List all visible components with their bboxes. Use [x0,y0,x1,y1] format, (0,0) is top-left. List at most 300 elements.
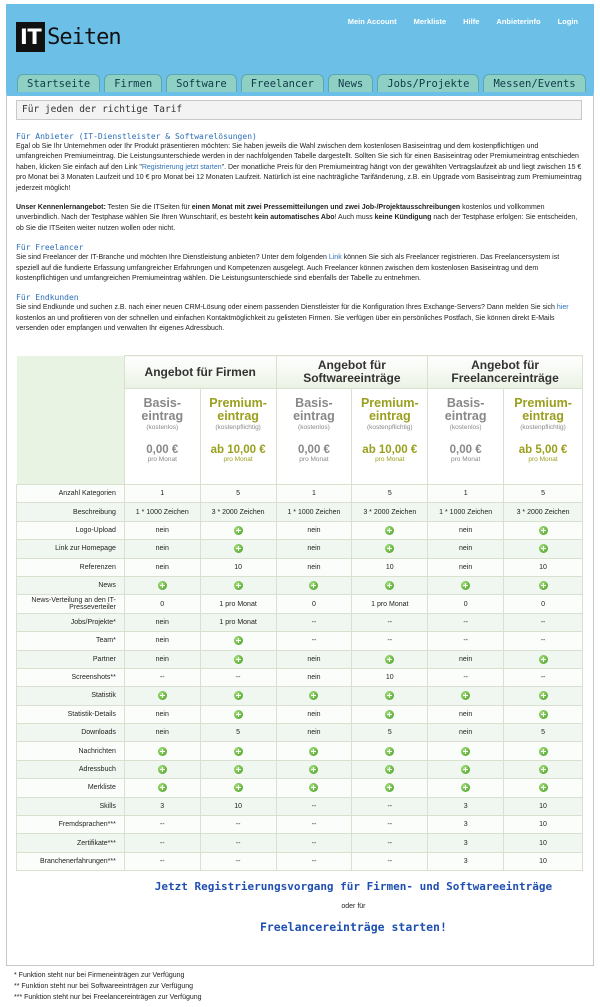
endkunden-text-a: Sie sind Endkunde und suchen z.B. nach einer neuen CRM-Lösung oder einem passenden Dienstleister für die Konfiguration Ihres Exchange-Servers? Dann melden Sie sich [16,304,557,312]
check-icon [309,765,318,774]
plan-price: 0,00 € [146,444,179,456]
table-row [17,632,583,650]
feature-value: 3 [428,852,504,870]
plan-per-month: pro Monat [375,456,405,463]
feature-value: -- [276,632,352,650]
feature-value: 3 * 2000 Zeichen [352,503,428,521]
freelancer-register-link[interactable]: Link [328,254,342,262]
check-icon [234,691,243,700]
feature-value: -- [504,668,583,686]
feature-label: Partner [17,650,125,668]
feature-label: Screenshots** [17,668,125,686]
check-icon [385,581,394,590]
table-row [17,595,583,613]
feature-value: 10 [504,558,583,576]
plan-prem-3 [352,389,428,485]
table-row [17,650,583,668]
anbieter-text-a: Egal ob Sie Ihr Unternehmen oder Ihr Produkt präsentieren möchten: Sie haben jeweils die Wahl zwischen dem kostenlosen Basiseintrag und dem kostenpflichtigen und umfangreichen Premiumeintrag. Die Leistungsunterschiede werden in der nachfolgenden Tabelle dargestellt. Sollten Sie sich für einen Basiseintrag oder Premiumeintrag entschieden haben, klicken Sie einfach auf den Link " [16,143,579,171]
plan-name: Basis- eintrag [141,396,184,423]
feature-value: -- [352,632,428,650]
feature-value: 10 [504,834,583,852]
feature-label: Team* [17,632,125,650]
feature-check [200,742,276,760]
feature-check [200,650,276,668]
feature-value: -- [352,852,428,870]
check-icon [309,783,318,792]
table-row [17,540,583,558]
check-icon [539,710,548,719]
feature-label: Downloads [17,724,125,742]
table-row [17,797,583,815]
endkunden-text-b: kostenlos an und profitieren von der schnellen und einfachen Kontaktmöglichkeit zu gelisteten Firmen. Sie verfügen über ein persönliches Postfach, Sie können direkt E-Mails versenden oder empfangen und verwalten Ihr eigenes Adressbuch. [16,314,555,333]
plan-price: ab 10,00 € [210,444,266,456]
feature-value: -- [124,852,200,870]
feature-label: Beschreibung [17,503,125,521]
logo-it: IT [16,22,45,52]
feature-check [428,742,504,760]
check-icon [385,544,394,553]
feature-value: nein [428,521,504,539]
endkunden-paragraph [16,303,582,334]
check-icon [385,526,394,535]
check-icon [234,544,243,553]
feature-label: Nachrichten [17,742,125,760]
feature-value: -- [352,834,428,852]
nav-login[interactable]: Login [557,17,578,26]
feature-value: 3 [428,797,504,815]
check-icon [385,655,394,664]
plan-price: 0,00 € [449,444,482,456]
group-header-freelancer: Angebot für Freelancereinträge [428,356,583,389]
feature-value: -- [276,816,352,834]
feature-value: -- [352,816,428,834]
table-row [17,687,583,705]
feature-check [200,632,276,650]
plan-per-month: pro Monat [451,456,481,463]
feature-check [504,576,583,594]
feature-check [504,687,583,705]
site-logo[interactable] [16,22,121,52]
table-row [17,742,583,760]
angebot-text-1: Testen Sie die ITSeiten für [105,204,192,212]
feature-value: 5 [200,724,276,742]
feature-value: 0 [124,595,200,613]
feature-label: Branchenerfahrungen*** [17,852,125,870]
feature-value: -- [428,613,504,631]
feature-check [276,576,352,594]
feature-value: 1 * 1000 Zeichen [124,503,200,521]
feature-value: -- [276,834,352,852]
feature-value: 1 pro Monat [200,595,276,613]
check-icon [234,765,243,774]
angebot-paragraph [16,203,582,234]
feature-check [428,687,504,705]
site-header [6,4,594,92]
feature-check [504,650,583,668]
feature-value: nein [276,521,352,539]
check-icon [158,783,167,792]
feature-label: Jobs/Projekte* [17,613,125,631]
feature-check [352,705,428,723]
section-heading-endkunden: Für Endkunden [16,293,79,303]
angebot-text-2: kostenlos und vollkommen unverbindlich. Nach der Testphase wählen Sie Ihren Wunschtarif, es besteht [16,204,545,222]
nav-mein-account[interactable]: Mein Account [347,17,397,26]
check-icon [461,747,470,756]
feature-value: 1 pro Monat [200,613,276,631]
feature-value: nein [276,540,352,558]
plan-name: Basis- eintrag [444,396,487,423]
feature-label: Logo-Upload [17,521,125,539]
table-row [17,576,583,594]
plan-basis-2 [276,389,352,485]
feature-value: -- [200,834,276,852]
feature-value: 1 [276,485,352,503]
feature-check [504,521,583,539]
feature-value: 0 [276,595,352,613]
plan-basis-4 [428,389,504,485]
group-header-software: Angebot für Softwareeinträge [276,356,428,389]
check-icon [461,581,470,590]
plan-per-month: pro Monat [223,456,253,463]
feature-check [352,760,428,778]
table-row [17,760,583,778]
footnote-3: *** Funktion steht nur bei Freelancereinträgen zur Verfügung [14,994,202,1001]
check-icon [234,783,243,792]
feature-check [504,742,583,760]
feature-value: 5 [200,485,276,503]
section-heading-anbieter: Für Anbieter (IT-Dienstleister & Softwarelösungen) [16,132,257,141]
angebot-bold-1: Unser Kennenlernangebot: [16,204,106,212]
feature-value: -- [200,816,276,834]
check-icon [461,691,470,700]
cta-spacer [17,871,125,947]
top-nav [331,17,578,26]
feature-value: -- [200,852,276,870]
anbieter-paragraph [16,142,582,194]
plan-subtitle: (kostenpflichtig) [215,424,261,431]
feature-label: Referenzen [17,558,125,576]
register-firmen-link[interactable]: Jetzt Registrierungsvorgang für Firmen- und Softwareeinträge [154,879,553,893]
feature-check [352,650,428,668]
feature-value: 10 [504,797,583,815]
check-icon [234,747,243,756]
table-row [17,724,583,742]
section-heading-freelancer: Für Freelancer [16,243,84,253]
check-icon [234,710,243,719]
page-title: Für jeden der richtige Tarif [22,104,183,115]
check-icon [385,783,394,792]
check-icon [309,747,318,756]
feature-value: nein [428,558,504,576]
feature-value: 3 * 2000 Zeichen [504,503,583,521]
table-row [17,816,583,834]
feature-value: 5 [504,485,583,503]
feature-check [352,742,428,760]
feature-value: -- [504,613,583,631]
plan-name: Premium- eintrag [514,396,572,423]
feature-check [124,742,200,760]
feature-value: 1 pro Monat [352,595,428,613]
feature-value: -- [200,668,276,686]
feature-value: 3 [428,834,504,852]
tab-news[interactable]: News [328,74,373,92]
plan-subtitle: (kostenlos) [146,424,179,431]
feature-check [352,576,428,594]
plan-per-month: pro Monat [299,456,329,463]
feature-check [124,576,200,594]
check-icon [461,765,470,774]
nav-anbieterinfo[interactable]: Anbieterinfo [496,17,541,26]
plan-name: Premium- eintrag [360,396,419,423]
feature-check [352,779,428,797]
feature-check [352,687,428,705]
table-row [17,705,583,723]
check-icon [539,655,548,664]
registrierung-link[interactable]: Registrierung jetzt starten [141,163,222,171]
plan-subtitle: (kostenpflichtig) [520,424,566,431]
intro-text [16,132,582,335]
feature-check [504,760,583,778]
page-title-bar [16,100,582,120]
check-icon [385,691,394,700]
plan-price: ab 10,00 € [362,444,418,456]
feature-value: nein [276,668,352,686]
feature-label: News [17,576,125,594]
feature-value: -- [428,668,504,686]
feature-value: -- [276,852,352,870]
feature-value: 10 [200,558,276,576]
check-icon [539,544,548,553]
angebot-text-3: ! Auch muss [334,214,375,222]
feature-value: 1 * 1000 Zeichen [428,503,504,521]
feature-check [276,779,352,797]
check-icon [539,691,548,700]
table-row [17,613,583,631]
check-icon [158,691,167,700]
check-icon [158,747,167,756]
check-icon [309,691,318,700]
feature-value: nein [124,632,200,650]
feature-label: Skills [17,797,125,815]
feature-value: -- [276,613,352,631]
feature-check [428,779,504,797]
feature-check [504,779,583,797]
plan-price: 0,00 € [297,444,330,456]
nav-merkliste[interactable]: Merkliste [413,17,447,26]
feature-value: 1 [124,485,200,503]
feature-check [276,760,352,778]
feature-value: 3 [124,797,200,815]
table-row [17,521,583,539]
tab-freelancer[interactable]: Freelancer [241,74,324,92]
feature-label: Statistik-Details [17,705,125,723]
table-row [17,852,583,870]
feature-check [124,760,200,778]
feature-check [200,540,276,558]
plan-subtitle: (kostenlos) [298,424,330,431]
feature-check [200,705,276,723]
feature-value: 1 [428,485,504,503]
plan-name: Basis- eintrag [293,396,335,423]
feature-value: nein [124,650,200,668]
tab-messen-events[interactable]: Messen/Events [483,74,585,92]
check-icon [234,581,243,590]
feature-value: nein [276,558,352,576]
plan-prem-1 [200,389,276,485]
main-content [6,92,594,966]
feature-value: 5 [504,724,583,742]
table-row [17,485,583,503]
feature-value: -- [504,632,583,650]
check-icon [158,765,167,774]
table-corner [17,356,125,485]
feature-value: nein [124,521,200,539]
check-icon [234,526,243,535]
check-icon [385,747,394,756]
feature-check [200,687,276,705]
feature-value: nein [428,540,504,558]
main-tabs [17,74,590,92]
feature-value: -- [428,632,504,650]
check-icon [234,655,243,664]
feature-check [428,576,504,594]
feature-value: -- [352,797,428,815]
logo-seiten: Seiten [47,24,121,50]
feature-value: 10 [200,797,276,815]
table-row [17,558,583,576]
check-icon [158,581,167,590]
feature-check [200,521,276,539]
check-icon [539,581,548,590]
feature-check [352,540,428,558]
feature-label: News-Verteilung an den IT-Presseverteiler [17,595,125,613]
check-icon [234,636,243,645]
check-icon [539,765,548,774]
cta-oder: oder für [341,902,366,910]
check-icon [539,526,548,535]
plan-subtitle: (kostenlos) [449,424,482,431]
feature-value: 5 [352,724,428,742]
feature-value: -- [124,668,200,686]
footnotes [14,970,202,1003]
plan-prem-5 [504,389,583,485]
feature-value: nein [124,540,200,558]
group-header-firmen: Angebot für Firmen [124,356,276,389]
angebot-bold-4: keine Kündigung [374,214,432,222]
check-icon [309,581,318,590]
nav-hilfe[interactable]: Hilfe [463,17,480,26]
feature-check [276,742,352,760]
table-row [17,779,583,797]
feature-value: 3 [428,816,504,834]
check-icon [385,710,394,719]
anbieter-text-b: ". Der monatliche Preis für den Premiumeintrag hängt von der gewählten Vertragslaufzeit ab und liegt zwischen 15 € pro Monat bei 3 Monaten Laufzeit und 10 € pro Monat bei 12 Monaten Laufzeit. Natürlich ist eine nachträgliche Tarifänderung, z.B. ein Upgrade vom Basiseintrag zum Premiumeintrag jederzeit möglich! [16,163,582,192]
feature-label: Link zur Homepage [17,540,125,558]
feature-value: nein [276,650,352,668]
feature-label: Zertifikate*** [17,834,125,852]
endkunden-register-link[interactable]: hier [556,304,569,312]
feature-label: Adressbuch [17,760,125,778]
feature-value: nein [124,705,200,723]
tab-jobs-projekte[interactable]: Jobs/Projekte [377,74,479,92]
angebot-text-4: nach der Testphase erfolgen: Sie entscheiden, ob Sie die ITSeiten weiter nutzen wollen oder nicht. [16,214,578,232]
feature-value: 10 [504,852,583,870]
feature-value: 5 [352,485,428,503]
tab-startseite[interactable]: Startseite [17,74,100,92]
feature-check [200,779,276,797]
feature-check [504,705,583,723]
feature-check [200,760,276,778]
feature-value: -- [124,816,200,834]
feature-check [276,687,352,705]
plan-per-month: pro Monat [147,456,177,463]
feature-check [504,540,583,558]
feature-value: 3 * 2000 Zeichen [200,503,276,521]
feature-check [200,576,276,594]
table-row [17,834,583,852]
footnote-2: ** Funktion steht nur bei Softwareeinträgen zur Verfügung [14,983,193,990]
plan-subtitle: (kostenpflichtig) [367,424,413,431]
feature-check [124,779,200,797]
feature-value: -- [124,834,200,852]
feature-value: 10 [504,816,583,834]
check-icon [539,747,548,756]
freelancer-paragraph [16,253,582,284]
feature-value: 0 [428,595,504,613]
feature-value: nein [124,613,200,631]
feature-value: 0 [504,595,583,613]
plan-per-month: pro Monat [528,456,558,463]
feature-value: nein [276,724,352,742]
angebot-bold-2: einen Monat mit zwei Pressemitteilungen und zwei Job-/Projektausschreibungen [191,204,461,212]
feature-label: Merkliste [17,779,125,797]
feature-check [124,687,200,705]
feature-value: -- [276,797,352,815]
feature-value: nein [428,650,504,668]
plan-name: Premium- eintrag [209,396,267,423]
feature-label: Anzahl Kategorien [17,485,125,503]
freelancer-text-a: Sie sind Freelancer der IT-Branche und möchten Ihre Dienstleistung anbieten? Unter dem folgenden [16,254,329,262]
tarif-table [16,355,583,947]
check-icon [461,783,470,792]
tab-software[interactable]: Software [166,74,237,92]
cta-cell [124,871,582,947]
feature-value: nein [276,705,352,723]
freelancer-text-b: können Sie sich als Freelancer registrieren. Das Freelancersystem ist speziell auf die fundierte Erfassung umfangreicher Erfahrungen und Kompetenzen ausgelegt. Auch Freelancer können zwischen dem kostenlosen Basiseintrag und dem kostenpflichtigen und umfangreichen Premiumeintrag wählen. Die Leistungsunterschiede sind ebenfalls der Tabelle zu entnehmen. [16,254,560,283]
check-icon [539,783,548,792]
feature-value: -- [352,613,428,631]
angebot-bold-3: kein automatisches Abo [254,214,335,222]
tab-firmen[interactable]: Firmen [104,74,162,92]
feature-value: 1 * 1000 Zeichen [276,503,352,521]
feature-value: nein [124,724,200,742]
feature-label: Fremdsprachen*** [17,816,125,834]
feature-value: nein [124,558,200,576]
table-row [17,668,583,686]
check-icon [385,765,394,774]
plan-price: ab 5,00 € [518,444,568,456]
feature-value: nein [428,705,504,723]
footnote-1: * Funktion steht nur bei Firmeneinträgen zur Verfügung [14,972,185,979]
feature-check [352,521,428,539]
register-freelancer-link[interactable]: Freelancereinträge starten! [259,919,447,934]
table-row [17,503,583,521]
plan-basis-0 [124,389,200,485]
feature-value: 10 [352,558,428,576]
feature-check [428,760,504,778]
feature-label: Statistik [17,687,125,705]
feature-value: 10 [352,668,428,686]
